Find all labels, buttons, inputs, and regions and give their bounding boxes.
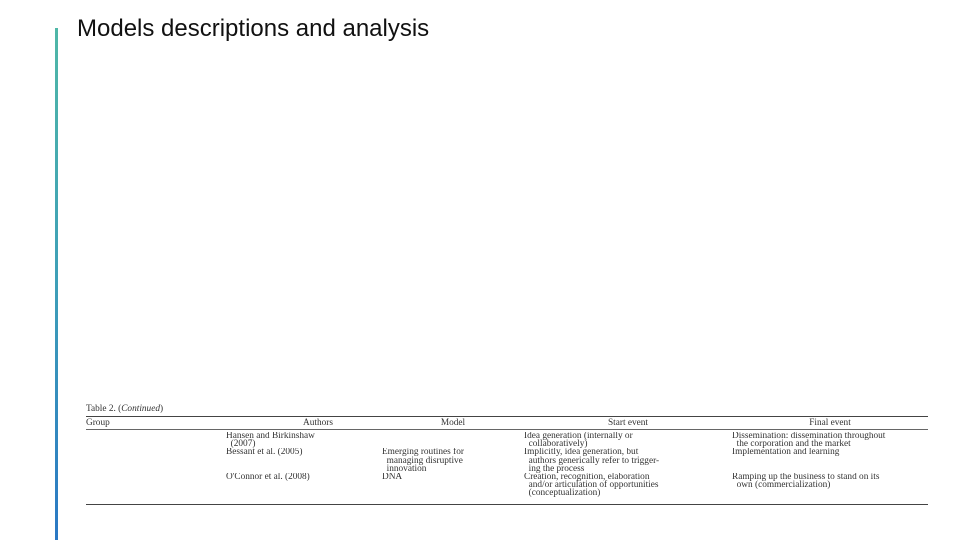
table-cell-model: DNA: [382, 473, 403, 483]
table-cell-final-event: Ramping up the business to stand on its own (commercialization): [732, 473, 880, 491]
table-caption-continued: Continued: [121, 404, 160, 414]
table-caption: [86, 403, 928, 416]
table-cell-group: [86, 432, 226, 448]
table-caption-prefix: Table 2. (: [86, 404, 122, 414]
table-cell-model: Emerging routines for managing disruptive innovation: [382, 448, 464, 474]
table-figure: [86, 403, 928, 505]
table-cell-start-event: Implicitly, idea generation, but authors generically refer to trigger- ing the process: [524, 448, 660, 474]
table-cell-model: [382, 432, 524, 448]
column-header-group: Group: [86, 418, 110, 428]
table-header-row: [86, 417, 928, 429]
table-row: [86, 473, 928, 498]
table-row: [86, 432, 928, 448]
table-cell-final-event: Dissemination: dissemination throughout the corporation and the market: [732, 432, 886, 449]
accent-bar: [55, 28, 58, 540]
table-cell-authors: Hansen and Birkinshaw (2007): [226, 432, 315, 449]
column-header-final-event: Final event: [809, 418, 851, 428]
table-cell-group: [86, 473, 226, 498]
table-caption-suffix: ): [159, 404, 164, 414]
slide-title: Models descriptions and analysis: [77, 15, 430, 42]
table-cell-authors: Bessant et al. (2005): [226, 448, 303, 458]
column-header-model: Model: [440, 418, 466, 428]
table-cell-group: [86, 448, 226, 473]
table-cell-start-event: Creation, recognition, elaboration and/or articulation of opportunities (conceptualization): [524, 473, 659, 498]
table-cell-authors: O'Connor et al. (2008): [226, 473, 310, 483]
table-row: [86, 448, 928, 473]
table-cell-final-event: Implementation and learning: [732, 448, 840, 458]
table-bottom-rule: [86, 504, 928, 505]
column-header-start-event: Start event: [607, 418, 649, 428]
table-cell-start-event: Idea generation (internally or collaboratively): [524, 432, 633, 449]
table-body: [86, 430, 928, 504]
column-header-authors: Authors: [303, 418, 333, 428]
